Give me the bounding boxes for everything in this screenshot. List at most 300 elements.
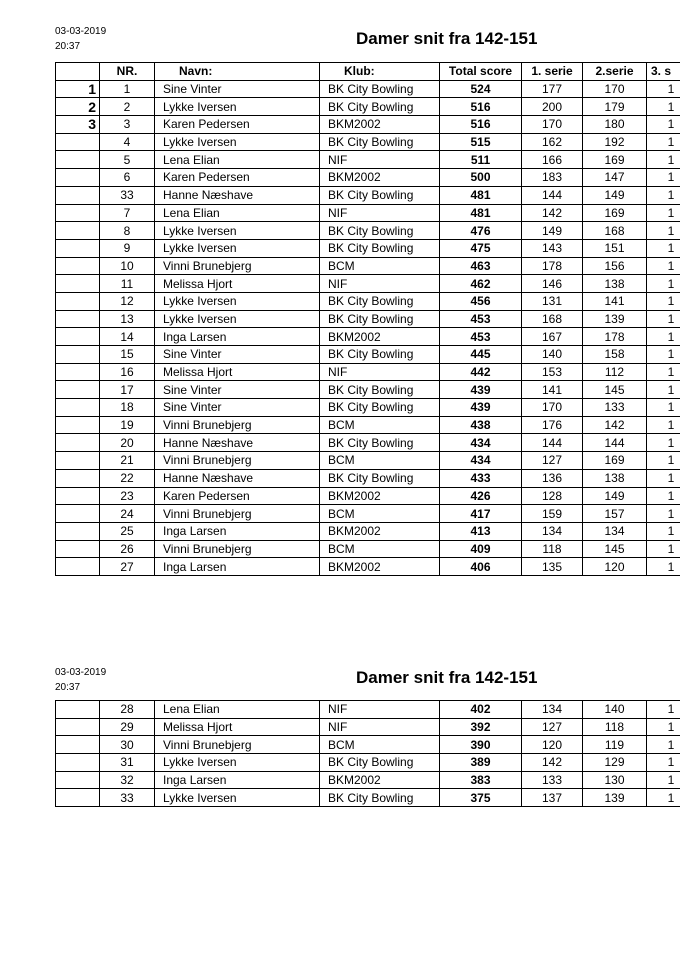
serie2-cell: 118: [583, 718, 647, 736]
name-cell: Hanne Næshave: [155, 469, 320, 487]
place-cell: [56, 222, 100, 240]
serie2-cell: 157: [583, 505, 647, 523]
nr-cell: 7: [100, 204, 155, 222]
table-row: [56, 540, 680, 558]
place-cell: [56, 558, 100, 576]
serie3-cell: 1: [647, 346, 680, 364]
club-cell: BK City Bowling: [320, 133, 440, 151]
place-cell: [56, 169, 100, 187]
nr-header: NR.: [100, 63, 155, 81]
place-cell: [56, 771, 100, 789]
table-row: [56, 169, 680, 187]
serie2-header: 2.serie: [583, 63, 647, 81]
name-cell: Vinni Brunebjerg: [155, 416, 320, 434]
name-cell: Lykke Iversen: [155, 292, 320, 310]
name-cell: Melissa Hjort: [155, 363, 320, 381]
club-cell: BCM: [320, 540, 440, 558]
nr-cell: 16: [100, 363, 155, 381]
total-score-cell: 524: [440, 80, 522, 98]
name-cell: Sine Vinter: [155, 80, 320, 98]
club-cell: BK City Bowling: [320, 399, 440, 417]
name-cell: Lykke Iversen: [155, 222, 320, 240]
place-cell: [56, 133, 100, 151]
nr-cell: 17: [100, 381, 155, 399]
club-cell: BCM: [320, 416, 440, 434]
total-score-cell: 417: [440, 505, 522, 523]
serie2-cell: 156: [583, 257, 647, 275]
serie2-cell: 134: [583, 522, 647, 540]
total-score-cell: 434: [440, 434, 522, 452]
place-cell: [56, 346, 100, 364]
serie3-cell: 1: [647, 151, 680, 169]
total-score-cell: 389: [440, 754, 522, 772]
nr-cell: 27: [100, 558, 155, 576]
name-cell: Sine Vinter: [155, 381, 320, 399]
serie3-cell: 1: [647, 399, 680, 417]
table-row: [56, 558, 680, 576]
table-row: [56, 434, 680, 452]
club-cell: BK City Bowling: [320, 310, 440, 328]
serie2-cell: 192: [583, 133, 647, 151]
club-cell: BKM2002: [320, 116, 440, 134]
total-score-cell: 433: [440, 469, 522, 487]
club-cell: NIF: [320, 204, 440, 222]
place-cell: [56, 363, 100, 381]
total-score-cell: 515: [440, 133, 522, 151]
name-cell: Karen Pedersen: [155, 116, 320, 134]
table-row: [56, 701, 680, 719]
nr-cell: 19: [100, 416, 155, 434]
serie1-cell: 143: [522, 239, 583, 257]
serie3-cell: 1: [647, 116, 680, 134]
total-score-cell: 434: [440, 452, 522, 470]
nr-cell: 1: [100, 80, 155, 98]
nr-cell: 18: [100, 399, 155, 417]
club-cell: BK City Bowling: [320, 346, 440, 364]
place-cell: [56, 452, 100, 470]
nr-cell: 23: [100, 487, 155, 505]
serie2-cell: 151: [583, 239, 647, 257]
club-cell: BK City Bowling: [320, 469, 440, 487]
total-score-cell: 442: [440, 363, 522, 381]
nr-cell: 33: [100, 186, 155, 204]
total-score-cell: 392: [440, 718, 522, 736]
nr-cell: 10: [100, 257, 155, 275]
serie3-cell: 1: [647, 275, 680, 293]
serie3-cell: 1: [647, 98, 680, 116]
club-cell: NIF: [320, 151, 440, 169]
name-cell: Karen Pedersen: [155, 169, 320, 187]
name-cell: Sine Vinter: [155, 346, 320, 364]
total-score-cell: 445: [440, 346, 522, 364]
table-row: [56, 257, 680, 275]
serie2-cell: 112: [583, 363, 647, 381]
nr-cell: 2: [100, 98, 155, 116]
serie2-cell: 140: [583, 701, 647, 719]
serie3-cell: 1: [647, 169, 680, 187]
nr-cell: 8: [100, 222, 155, 240]
table-row: [56, 80, 680, 98]
table-row: [56, 736, 680, 754]
name-cell: Melissa Hjort: [155, 718, 320, 736]
serie1-cell: 183: [522, 169, 583, 187]
serie2-cell: 149: [583, 487, 647, 505]
total-score-cell: 413: [440, 522, 522, 540]
serie1-cell: 153: [522, 363, 583, 381]
page-title: Damer snit fra 142-151: [356, 29, 538, 48]
name-cell: Melissa Hjort: [155, 275, 320, 293]
serie3-cell: 1: [647, 505, 680, 523]
place-cell: [56, 469, 100, 487]
club-cell: BK City Bowling: [320, 292, 440, 310]
serie2-cell: 180: [583, 116, 647, 134]
table-row: [56, 718, 680, 736]
total-score-cell: 409: [440, 540, 522, 558]
serie2-cell: 158: [583, 346, 647, 364]
total-score-cell: 375: [440, 789, 522, 807]
serie2-cell: 142: [583, 416, 647, 434]
place-cell: [56, 381, 100, 399]
place-cell: [56, 204, 100, 222]
table-row: [56, 346, 680, 364]
serie3-cell: 1: [647, 771, 680, 789]
place-cell: 3: [56, 116, 100, 134]
serie3-cell: 1: [647, 292, 680, 310]
name-cell: Hanne Næshave: [155, 434, 320, 452]
serie2-cell: 139: [583, 789, 647, 807]
serie3-cell: 1: [647, 186, 680, 204]
total-score-cell: 516: [440, 98, 522, 116]
serie1-cell: 128: [522, 487, 583, 505]
total-score-cell: 516: [440, 116, 522, 134]
serie1-cell: 177: [522, 80, 583, 98]
serie1-cell: 134: [522, 522, 583, 540]
name-cell: Lykke Iversen: [155, 754, 320, 772]
serie1-cell: 141: [522, 381, 583, 399]
nr-cell: 20: [100, 434, 155, 452]
nr-cell: 13: [100, 310, 155, 328]
serie3-cell: 1: [647, 363, 680, 381]
club-cell: BCM: [320, 505, 440, 523]
serie2-cell: 145: [583, 381, 647, 399]
serie3-cell: 1: [647, 133, 680, 151]
serie1-cell: 178: [522, 257, 583, 275]
club-cell: BKM2002: [320, 487, 440, 505]
serie1-cell: 140: [522, 346, 583, 364]
serie3-cell: 1: [647, 452, 680, 470]
table-row: [56, 381, 680, 399]
serie3-cell: 1: [647, 718, 680, 736]
nr-cell: 25: [100, 522, 155, 540]
serie2-cell: 120: [583, 558, 647, 576]
serie2-cell: 119: [583, 736, 647, 754]
nr-cell: 4: [100, 133, 155, 151]
serie1-cell: 137: [522, 789, 583, 807]
table-row: [56, 771, 680, 789]
table-row: [56, 789, 680, 807]
print-date: 03-03-2019: [55, 26, 107, 37]
place-cell: [56, 239, 100, 257]
club-cell: BKM2002: [320, 328, 440, 346]
serie1-header: 1. serie: [522, 63, 583, 81]
place-cell: [56, 328, 100, 346]
serie3-cell: 1: [647, 754, 680, 772]
serie1-cell: 170: [522, 116, 583, 134]
name-cell: Karen Pedersen: [155, 487, 320, 505]
club-cell: BKM2002: [320, 169, 440, 187]
serie2-cell: 169: [583, 151, 647, 169]
table-row: [56, 98, 680, 116]
serie1-cell: 127: [522, 452, 583, 470]
club-cell: BCM: [320, 736, 440, 754]
nr-cell: 30: [100, 736, 155, 754]
table-row: [56, 151, 680, 169]
serie1-cell: 118: [522, 540, 583, 558]
serie3-cell: 1: [647, 736, 680, 754]
place-cell: [56, 718, 100, 736]
nr-cell: 32: [100, 771, 155, 789]
table-row: [56, 116, 680, 134]
club-cell: BKM2002: [320, 558, 440, 576]
place-cell: [56, 505, 100, 523]
serie1-cell: 149: [522, 222, 583, 240]
place-cell: [56, 434, 100, 452]
total-score-cell: 438: [440, 416, 522, 434]
total-score-cell: 463: [440, 257, 522, 275]
name-cell: Vinni Brunebjerg: [155, 452, 320, 470]
results-body-2: [56, 701, 680, 807]
name-cell: Vinni Brunebjerg: [155, 505, 320, 523]
club-cell: BKM2002: [320, 522, 440, 540]
name-cell: Lena Elian: [155, 151, 320, 169]
serie2-cell: 179: [583, 98, 647, 116]
serie1-cell: 144: [522, 434, 583, 452]
name-cell: Inga Larsen: [155, 558, 320, 576]
place-cell: [56, 151, 100, 169]
results-table: [55, 62, 680, 576]
nr-cell: 5: [100, 151, 155, 169]
club-cell: NIF: [320, 718, 440, 736]
place-cell: [56, 736, 100, 754]
serie3-cell: 1: [647, 328, 680, 346]
serie2-cell: 129: [583, 754, 647, 772]
results-body: [56, 80, 680, 575]
nr-cell: 14: [100, 328, 155, 346]
serie2-cell: 138: [583, 275, 647, 293]
table-row: [56, 522, 680, 540]
serie1-cell: 136: [522, 469, 583, 487]
club-cell: BK City Bowling: [320, 434, 440, 452]
place-cell: [56, 275, 100, 293]
table-row: [56, 363, 680, 381]
serie3-cell: 1: [647, 80, 680, 98]
total-score-cell: 456: [440, 292, 522, 310]
place-cell: [56, 416, 100, 434]
table-row: [56, 505, 680, 523]
serie2-cell: 138: [583, 469, 647, 487]
table-row: [56, 328, 680, 346]
name-cell: Inga Larsen: [155, 771, 320, 789]
club-cell: NIF: [320, 363, 440, 381]
serie2-cell: 130: [583, 771, 647, 789]
table-row: [56, 186, 680, 204]
total-score-cell: 453: [440, 328, 522, 346]
total-score-cell: 500: [440, 169, 522, 187]
name-cell: Vinni Brunebjerg: [155, 257, 320, 275]
table-row: [56, 222, 680, 240]
name-cell: Inga Larsen: [155, 522, 320, 540]
serie3-cell: 1: [647, 222, 680, 240]
club-cell: NIF: [320, 701, 440, 719]
nr-cell: 9: [100, 239, 155, 257]
name-cell: Hanne Næshave: [155, 186, 320, 204]
total-score-cell: 453: [440, 310, 522, 328]
club-cell: BK City Bowling: [320, 789, 440, 807]
serie1-cell: 142: [522, 754, 583, 772]
total-score-cell: 481: [440, 186, 522, 204]
serie1-cell: 131: [522, 292, 583, 310]
nr-cell: 11: [100, 275, 155, 293]
total-score-cell: 511: [440, 151, 522, 169]
club-cell: BCM: [320, 452, 440, 470]
name-cell: Vinni Brunebjerg: [155, 736, 320, 754]
club-cell: BK City Bowling: [320, 239, 440, 257]
serie2-cell: 141: [583, 292, 647, 310]
serie2-cell: 147: [583, 169, 647, 187]
club-header: Klub:: [320, 63, 440, 81]
name-cell: Lykke Iversen: [155, 310, 320, 328]
table-row: [56, 275, 680, 293]
serie2-cell: 149: [583, 186, 647, 204]
serie1-cell: 134: [522, 701, 583, 719]
serie1-cell: 166: [522, 151, 583, 169]
club-cell: BK City Bowling: [320, 186, 440, 204]
total-score-cell: 476: [440, 222, 522, 240]
print-date-2: 03-03-2019: [55, 667, 107, 678]
serie3-cell: 1: [647, 434, 680, 452]
place-cell: [56, 701, 100, 719]
nr-cell: 21: [100, 452, 155, 470]
table-row: [56, 469, 680, 487]
nr-cell: 15: [100, 346, 155, 364]
place-header: [56, 63, 100, 81]
table-row: [56, 487, 680, 505]
place-cell: [56, 399, 100, 417]
club-cell: BK City Bowling: [320, 80, 440, 98]
name-cell: Lykke Iversen: [155, 98, 320, 116]
serie3-header: 3. s: [647, 63, 680, 81]
name-cell: Lykke Iversen: [155, 239, 320, 257]
total-score-cell: 383: [440, 771, 522, 789]
total-score-cell: 406: [440, 558, 522, 576]
name-cell: Lykke Iversen: [155, 789, 320, 807]
serie3-cell: 1: [647, 310, 680, 328]
serie3-cell: 1: [647, 257, 680, 275]
total-score-cell: 426: [440, 487, 522, 505]
serie3-cell: 1: [647, 381, 680, 399]
table-row: [56, 292, 680, 310]
serie2-cell: 170: [583, 80, 647, 98]
total-score-cell: 390: [440, 736, 522, 754]
place-cell: [56, 257, 100, 275]
place-cell: [56, 789, 100, 807]
nr-cell: 28: [100, 701, 155, 719]
serie2-cell: 169: [583, 452, 647, 470]
total-score-cell: 439: [440, 381, 522, 399]
place-cell: [56, 292, 100, 310]
nr-cell: 12: [100, 292, 155, 310]
name-cell: Vinni Brunebjerg: [155, 540, 320, 558]
place-cell: [56, 487, 100, 505]
serie1-cell: 127: [522, 718, 583, 736]
serie3-cell: 1: [647, 558, 680, 576]
serie3-cell: 1: [647, 204, 680, 222]
serie2-cell: 144: [583, 434, 647, 452]
serie1-cell: 133: [522, 771, 583, 789]
serie1-cell: 176: [522, 416, 583, 434]
serie1-cell: 200: [522, 98, 583, 116]
nr-cell: 29: [100, 718, 155, 736]
print-time: 20:37: [55, 41, 81, 52]
name-header: Navn:: [155, 63, 320, 81]
place-cell: [56, 186, 100, 204]
serie1-cell: 142: [522, 204, 583, 222]
name-cell: Sine Vinter: [155, 399, 320, 417]
serie2-cell: 133: [583, 399, 647, 417]
serie2-cell: 169: [583, 204, 647, 222]
serie1-cell: 168: [522, 310, 583, 328]
club-cell: BCM: [320, 257, 440, 275]
results-table-2: [55, 700, 680, 807]
header-row: [56, 63, 680, 81]
nr-cell: 24: [100, 505, 155, 523]
table-row: [56, 133, 680, 151]
place-cell: [56, 754, 100, 772]
table-row: [56, 452, 680, 470]
table-row: [56, 204, 680, 222]
name-cell: Lena Elian: [155, 701, 320, 719]
serie3-cell: 1: [647, 487, 680, 505]
serie1-cell: 167: [522, 328, 583, 346]
serie2-cell: 178: [583, 328, 647, 346]
nr-cell: 22: [100, 469, 155, 487]
serie1-cell: 146: [522, 275, 583, 293]
print-time-2: 20:37: [55, 682, 81, 693]
serie2-cell: 139: [583, 310, 647, 328]
serie1-cell: 159: [522, 505, 583, 523]
serie3-cell: 1: [647, 789, 680, 807]
club-cell: BK City Bowling: [320, 222, 440, 240]
total-score-cell: 462: [440, 275, 522, 293]
name-cell: Lena Elian: [155, 204, 320, 222]
serie1-cell: 162: [522, 133, 583, 151]
nr-cell: 33: [100, 789, 155, 807]
total-score-cell: 475: [440, 239, 522, 257]
club-cell: BK City Bowling: [320, 381, 440, 399]
nr-cell: 31: [100, 754, 155, 772]
serie3-cell: 1: [647, 522, 680, 540]
serie1-cell: 120: [522, 736, 583, 754]
place-cell: [56, 540, 100, 558]
serie1-cell: 170: [522, 399, 583, 417]
serie2-cell: 145: [583, 540, 647, 558]
club-cell: NIF: [320, 275, 440, 293]
serie3-cell: 1: [647, 701, 680, 719]
serie1-cell: 144: [522, 186, 583, 204]
name-cell: Inga Larsen: [155, 328, 320, 346]
nr-cell: 26: [100, 540, 155, 558]
place-cell: [56, 522, 100, 540]
